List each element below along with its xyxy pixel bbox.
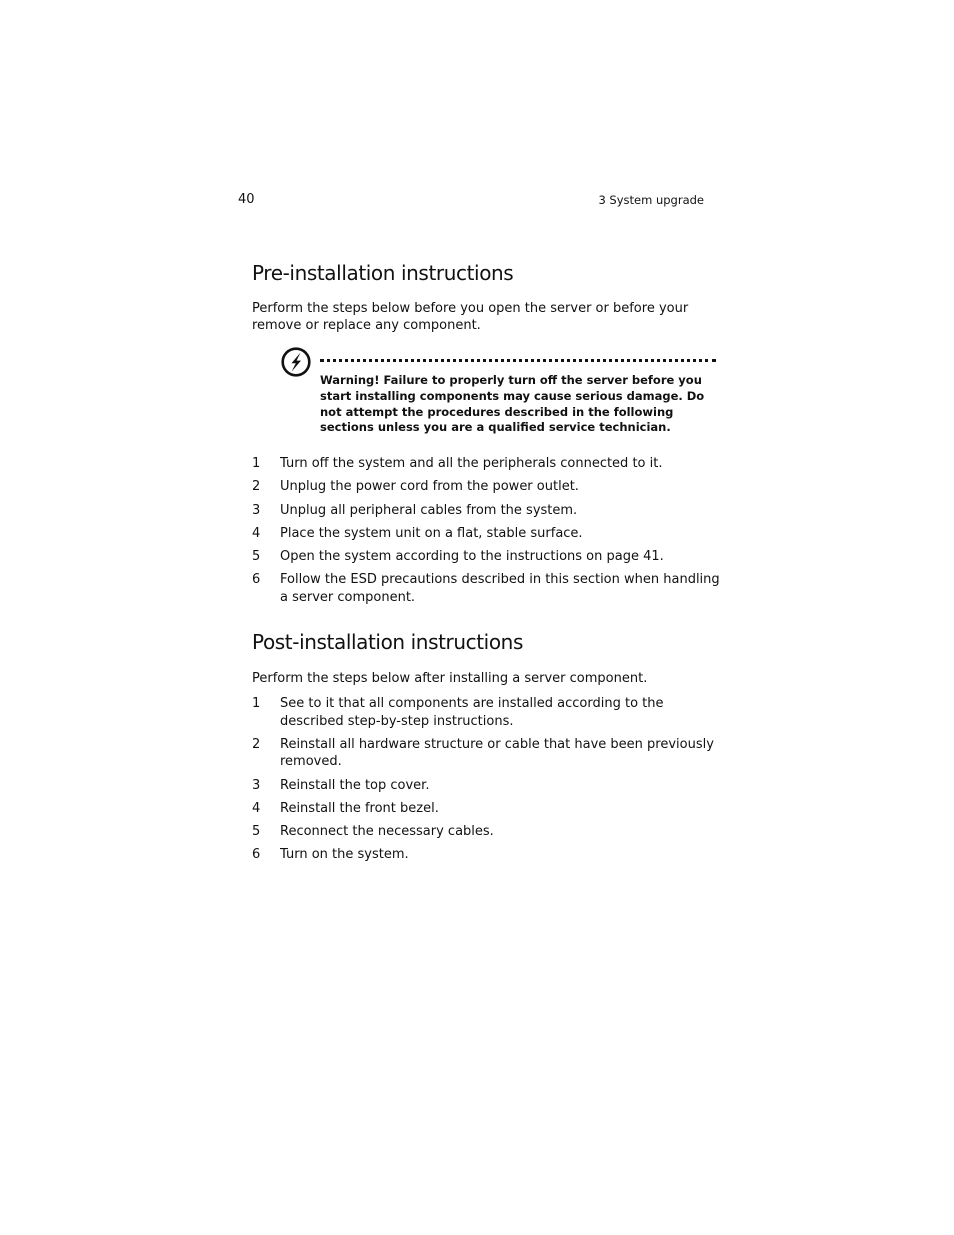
step-text: Reinstall the front bezel. bbox=[280, 800, 439, 816]
pre-installation-heading: Pre-installation instructions bbox=[252, 261, 514, 285]
step-number: 5 bbox=[252, 549, 261, 565]
list-item bbox=[252, 478, 722, 496]
step-text: Reconnect the necessary cables. bbox=[280, 824, 494, 840]
list-item bbox=[252, 571, 722, 606]
post-installation-heading: Post-installation instructions bbox=[252, 630, 523, 654]
list-item bbox=[252, 695, 722, 730]
step-text: Unplug all peripheral cables from the system. bbox=[280, 502, 578, 518]
list-item bbox=[252, 502, 722, 520]
step-number: 4 bbox=[252, 800, 261, 816]
list-item bbox=[252, 823, 722, 841]
step-number: 3 bbox=[252, 777, 261, 793]
step-text: Turn off the system and all the peripherals connected to it. bbox=[280, 456, 663, 471]
step-number: 1 bbox=[252, 696, 261, 711]
list-item bbox=[252, 455, 722, 473]
list-item bbox=[252, 548, 722, 566]
list-item bbox=[252, 736, 722, 771]
step-text: Unplug the power cord from the power outlet. bbox=[280, 479, 579, 495]
step-text: Turn on the system. bbox=[280, 847, 409, 863]
list-item bbox=[252, 800, 722, 818]
step-text: See to it that all components are installed according to the described step-by-step instructions. bbox=[280, 696, 664, 729]
running-header: 3 System upgrade bbox=[598, 193, 704, 207]
step-text: Follow the ESD precautions described in this section when handling a server component. bbox=[280, 572, 720, 605]
lightning-warning-icon bbox=[281, 347, 311, 377]
step-number: 5 bbox=[252, 824, 261, 840]
step-number: 1 bbox=[252, 456, 261, 471]
post-installation-steps bbox=[252, 695, 722, 870]
list-item bbox=[252, 525, 722, 543]
step-text: Reinstall the top cover. bbox=[280, 777, 430, 793]
warning-divider bbox=[320, 359, 716, 362]
step-number: 2 bbox=[252, 479, 261, 495]
step-number: 6 bbox=[252, 847, 261, 863]
step-number: 6 bbox=[252, 572, 261, 588]
step-number: 4 bbox=[252, 525, 261, 541]
page-number: 40 bbox=[238, 192, 255, 207]
step-text: Open the system according to the instructions on page 41. bbox=[280, 549, 664, 565]
step-text: Place the system unit on a flat, stable surface. bbox=[280, 525, 583, 541]
post-installation-intro: Perform the steps below after installing a server component. bbox=[252, 671, 648, 686]
step-number: 3 bbox=[252, 502, 261, 518]
step-number: 2 bbox=[252, 736, 261, 752]
list-item bbox=[252, 846, 722, 864]
pre-installation-steps bbox=[252, 455, 722, 612]
warning-text: Warning! Failure to properly turn off the server before you start installing components may cause serious damage. Do not attempt the procedures described in the following sections unless you are a qualified service technician. bbox=[320, 373, 705, 435]
step-text: Reinstall all hardware structure or cable that have been previously removed. bbox=[280, 736, 714, 770]
list-item bbox=[252, 777, 722, 795]
pre-installation-intro: Perform the steps below before you open the server or before your remove or replace any component. bbox=[252, 301, 689, 333]
